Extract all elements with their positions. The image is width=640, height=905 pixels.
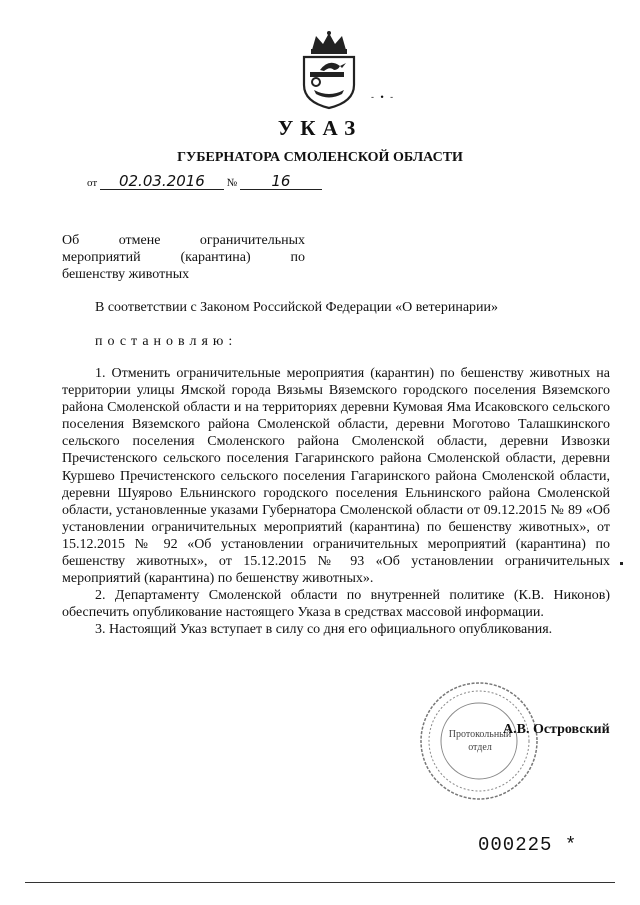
signer-name: А.В. Островский (503, 722, 610, 737)
resolve-heading: постановляю: (95, 334, 238, 349)
dateline (87, 173, 322, 190)
registration-mark: * (564, 834, 578, 856)
coat-of-arms-icon (294, 30, 364, 110)
date-label: от (87, 177, 98, 189)
number-label: № (226, 177, 238, 189)
subject-line: Об отмене ограничительных (62, 233, 305, 248)
issuer-subtitle: ГУБЕРНАТОРА СМОЛЕНСКОЙ ОБЛАСТИ (177, 150, 463, 165)
margin-dot (620, 562, 623, 565)
decree-item: 2. Департаменту Смоленской области по внутренней политике (К.В. Никонов) обеспечить опубликование настоящего Указа в средствах массовой информации. (62, 588, 610, 621)
registration-number (478, 834, 577, 856)
decree-body (62, 365, 610, 639)
subject-line: бешенству животных (62, 267, 190, 282)
decree-title: УКАЗ (277, 116, 363, 140)
legal-basis: В соответствии с Законом Российской Федерации «О ветеринарии» (95, 300, 499, 315)
emblem-dots: - • - (371, 92, 396, 102)
bottom-rule (25, 882, 615, 883)
stamp-line: Протокольный (448, 729, 512, 740)
decree-item: 1. Отменить ограничительные мероприятия (карантин) по бешенству животных на территории улицы Ямской города Вязьмы Вяземского городского поселения Вяземского района Смоленской области и на территориях деревни Кумовая Яма Исаковского сельского поселения Вяземского района Смоленской области, деревни Моготово Талашкинского сельского поселения Смоленского района Смоленской области, деревни Извозки Пречистенского сельского поселения Гагаринского района Смоленской области, деревни Куршево Пречистенского сельского поселения Гагаринского района Смоленской области, деревни Шуярово Ельнинского городского поселения Ельнинского района Смоленской области, установленные указами Губернатора Смоленской области от 09.12.2015 № 89 «Об установлении ограничительных мероприятий (карантина) по бешенству животных», от 15.12.2015 № 92 «Об установлении ограничительных мероприятий (карантина) по бешенству животных», от 15.12.2015 № 93 «Об установлении ограничительных мероприятий (карантина) по бешенству животных». (62, 366, 610, 587)
subject-line: мероприятий (карантина) по (62, 250, 305, 265)
decree-number: 16 (240, 173, 322, 190)
stamp-line: отдел (468, 742, 492, 753)
decree-date: 02.03.2016 (100, 173, 224, 190)
registration-digits: 000225 (478, 834, 553, 856)
decree-subject (62, 232, 305, 283)
decree-item: 3. Настоящий Указ вступает в силу со дня его официального опубликования. (95, 622, 553, 638)
